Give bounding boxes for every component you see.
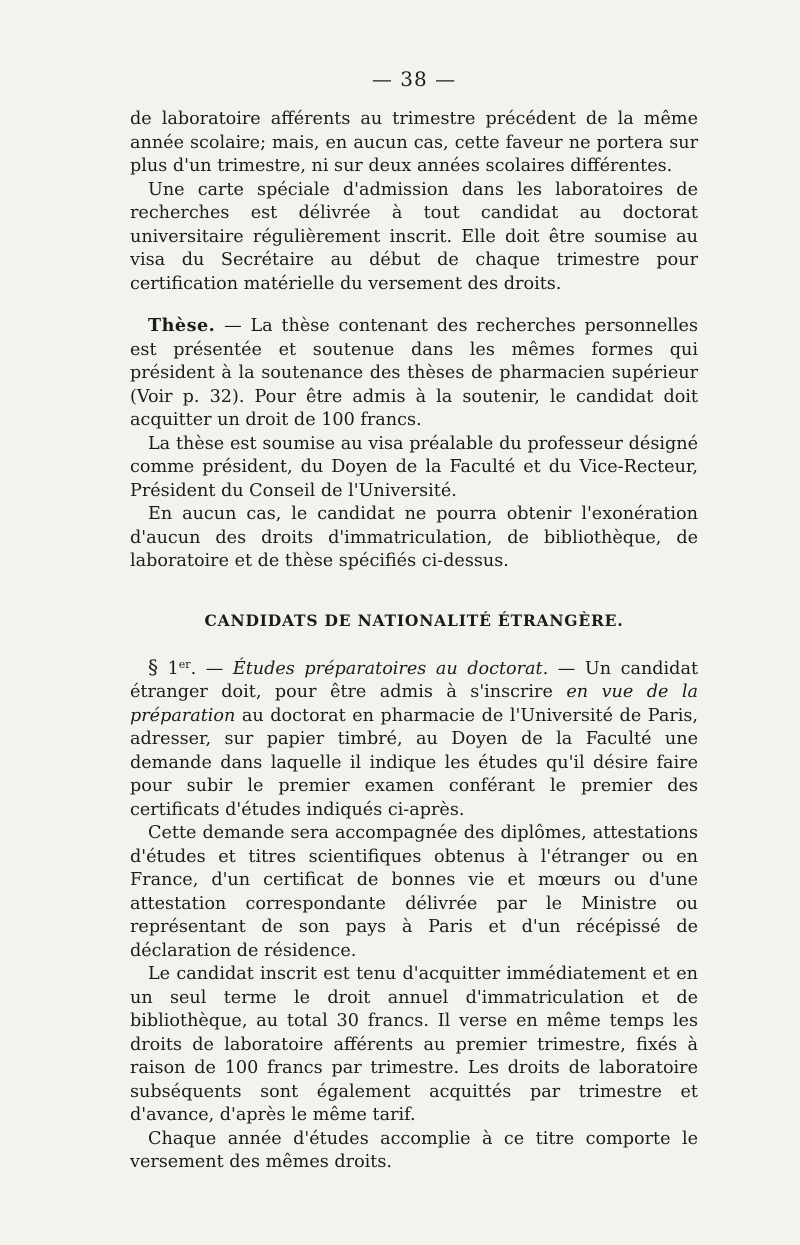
these-text: — La thèse contenant des recherches personnelles est présentée et soutenue dans les mêmes formes qui président à la soutenance des thèses de pharmacien supérieur (Voir p. 32). Pour être admis à la soutenir, le candidat doit acquitter un droit de 100 francs. — [130, 316, 698, 430]
page-content — [130, 64, 698, 1175]
section-text-2: au doctorat en pharmacie de l'Université de Paris, adresser, sur papier timbré, au Doyen de la Faculté une demande dans laquelle il indique les études qu'il désire faire pour subir le premier examen conférant le premier des certificats d'études indiqués ci-après. — [130, 705, 698, 820]
section-number: 1 — [167, 658, 179, 679]
paragraph-annee: Chaque année d'études accomplie à ce titre comporte le versement des mêmes droits. — [130, 1128, 698, 1172]
paragraph-demande: Cette demande sera accompagnée des diplômes, attestations d'études et titres scientifiques obtenus à l'étranger ou en France, d'un certificat de bonnes vie et mœurs ou d'une attestation correspondante délivrée par le Ministre ou représentant de son pays à Paris et d'un récépissé de déclaration de résidence. — [130, 823, 698, 961]
these-term: Thèse. — [148, 315, 216, 336]
paragraph-droits: Le candidat inscrit est tenu d'acquitter immédiatement et en un seul terme le droit annuel d'immatriculation et de bibliothèque, au total 30 francs. Il verse en même temps les droits de laboratoire afférents au premier trimestre, fixés à raison de 100 francs par trimestre. Les droits de laboratoire subséquents sont également acquittés par trimestre et d'avance, d'après le même tarif. — [130, 964, 698, 1125]
section-title: Études préparatoires au doctorat. — [232, 658, 549, 679]
section-mark: § — [148, 654, 158, 679]
section-heading: CANDIDATS DE NATIONALITÉ ÉTRANGÈRE. — [204, 610, 624, 630]
paragraph-these — [130, 314, 698, 433]
section-italic-phrase: en vue de la préparation — [130, 682, 698, 726]
section-number-suffix: er — [178, 657, 191, 671]
paragraph-these-visa: La thèse est soumise au visa préalable du professeur désigné comme président, du Doyen de la Faculté et du Vice-Recteur, Président du Conseil de l'Université. — [130, 433, 698, 501]
paragraph-continuation: de laboratoire afférents au trimestre précédent de la même année scolaire; mais, en aucun cas, cette faveur ne portera sur plus d'un trimestre, ni sur deux années scolaires différentes. — [130, 109, 698, 176]
paragraph-exoneration: En aucun cas, le candidat ne pourra obtenir l'exonération d'aucun des droits d'immatriculation, de bibliothèque, de laboratoire et de thèse spécifiés ci-dessus. — [130, 504, 698, 571]
paragraph-research-card: Une carte spéciale d'admission dans les laboratoires de recherches est délivrée à tout candidat au doctorat universitaire régulièrement inscrit. Elle doit être soumise au visa du Secrétaire au début de chaque trimestre pour certification matérielle du versement des droits. — [130, 179, 698, 294]
page-number: — 38 — — [371, 67, 457, 91]
section-dash: . — — [190, 658, 233, 679]
paragraph-etudes-preparatoires — [130, 656, 698, 823]
section-text-1: — Un candidat étranger doit, pour être admis à s'inscrire — [130, 658, 699, 702]
